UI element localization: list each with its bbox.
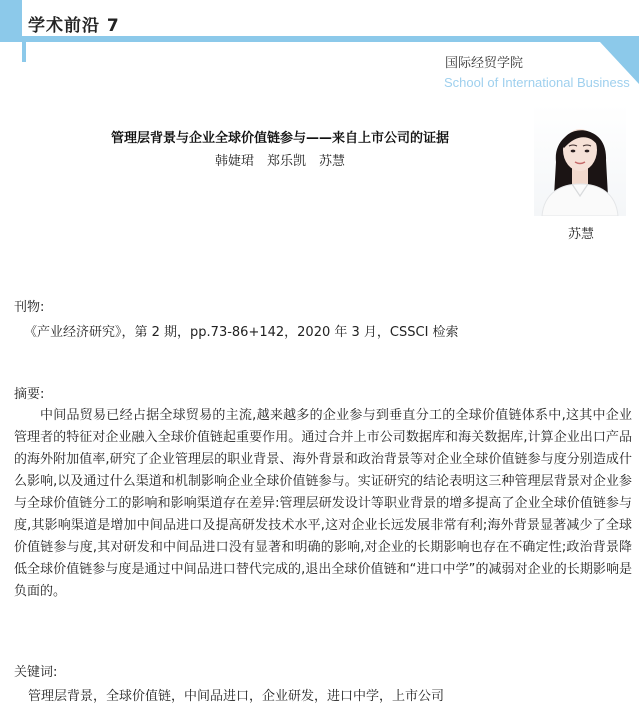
abstract-label: 摘要:: [14, 387, 45, 402]
school-name-cn: 国际经贸学院: [445, 56, 524, 71]
section-title: 学术前沿 7: [28, 16, 120, 36]
journal-label: 刊物:: [14, 300, 45, 315]
paper-title: 管理层背景与企业全球价值链参与——来自上市公司的证据: [110, 131, 449, 146]
header-band: [0, 36, 639, 42]
photo-caption: 苏慧: [568, 227, 595, 242]
header-band-stub: [22, 42, 26, 62]
keywords-list: 管理层背景，全球价值链，中间品进口，企业研发，进口中学，上市公司: [28, 689, 445, 704]
keywords-label: 关键词:: [14, 665, 58, 680]
paper-authors: 韩婕珺 郑乐凯 苏慧: [214, 154, 345, 169]
abstract-body: 中间品贸易已经占据全球贸易的主流,越来越多的企业参与到垂直分工的全球价值链体系中,这其中企业管理者的特征对企业融入全球价值链起重要作用。通过合并上市公司数据库和海关数据库,计算企业出口产品的海外附加值率,研究了企业管理层的职业背景、海外背景和政治背景等对企业全球价值链参与度分别造成什么影响,以及通过什么渠道和机制影响企业全球价值链参与。实证研究的结论表明这三种管理层背景对企业参与全球价值链分工的影响和影响渠道存在差异:管理层研发设计等职业背景的增多提高了企业全球价值链参与度,其影响渠道是增加中间品进口及提高研发技术水平,这对企业长远发展非常有利;海外背景显著减少了全球价值链参与度,其对研发和中间品进口没有显著和明确的影响,对企业的长期影响也存在不确定性;政治背景降低全球价值链参与度是通过中间品进口替代完成的,退出全球价值链和“进口中学”的减弱对企业的长期影响是负面的。: [14, 408, 632, 599]
header-accent-block: [0, 0, 22, 36]
school-name-en: School of International Business: [444, 75, 630, 90]
journal-citation: 《产业经济研究》，第 2 期，pp.73-86+142，2020 年 3 月，CSSCI 检索: [24, 325, 459, 340]
